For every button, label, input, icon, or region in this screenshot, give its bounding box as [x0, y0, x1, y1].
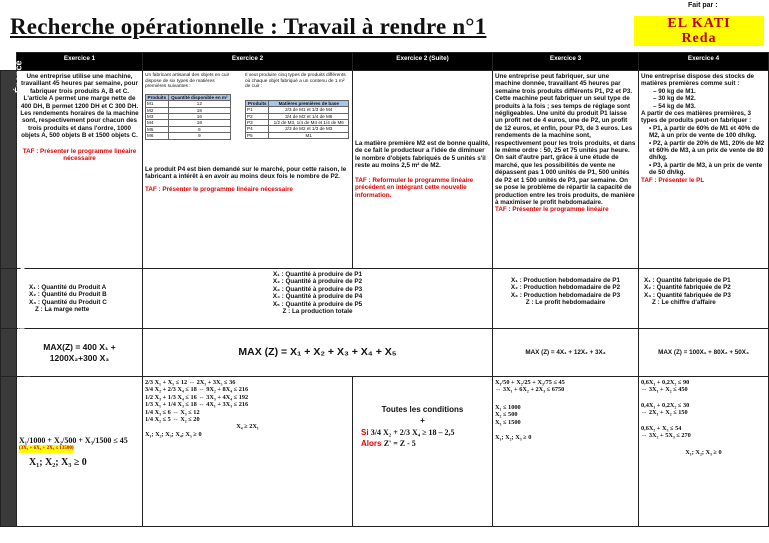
author-name-line2: Reda — [681, 31, 717, 46]
matieres-table — [145, 94, 231, 140]
enonce-ex2-intro-right: Il veut produire cinq types de produits différents où chaque objet fabriqué a un contenu de 1 m² de cuir : — [245, 73, 346, 90]
row-label-variables: Variables — [1, 269, 17, 329]
table-row: P1 2/3 de M1 et 1/3 de M4 — [246, 107, 349, 113]
matieres-header-quantite: Quantité disponible en m² — [168, 94, 230, 100]
list-item: Z : Le chiffre d'affaire — [652, 299, 716, 307]
fonction-ex2: MAX (Z) = X₁ + X₂ + X₃ + X₄ + X₅ — [143, 329, 493, 377]
list-item: 0,4X₁ + 0,2X₂ ≤ 30 — [641, 401, 690, 409]
list-item: X₂ : Production hebdomadaire de P2 — [510, 284, 621, 292]
col-header-ex3: Exercice 3 — [493, 53, 639, 71]
row-variables — [1, 269, 769, 329]
col-header-ex1: Exercice 1 — [17, 53, 143, 71]
list-item: X₃ : Quantité du Produit C — [29, 298, 107, 306]
list-item: ⇔ 2X₁ + X₂ ≤ 150 — [641, 409, 688, 417]
row-enonce — [1, 71, 769, 269]
col-header-ex2: Exercice 2 — [143, 53, 353, 71]
variables-ex1 — [17, 269, 143, 329]
enonce-ex1-text: Une entreprise utilise une machine, travaillant 45 heures par semaine, pour fabriquer trois produits A, B et C. L'article A permet une marge nette de 400 DH, B permet 1200 DH et C 300 DH. Les rendements horaires de la machine sont, respectivement pour chacun des trois produits et dans l'ordre, 1000 objets A, 500 objets B et 1500 objets C. — [20, 73, 139, 140]
enonce-ex2-suite — [353, 71, 493, 269]
enonce-ex1 — [17, 71, 143, 269]
produits-table — [245, 100, 349, 139]
list-item: X₁/50 + X₂/25 + X₃/75 ≤ 45 — [495, 379, 565, 386]
list-item: X₅ : Quantité à produire de P5 — [272, 300, 363, 308]
list-item: X₃ : Quantité fabriquée de P3 — [644, 291, 731, 299]
variables-ex2 — [143, 269, 493, 329]
list-item: X₁ : Quantité du Produit A — [29, 283, 107, 291]
produits-header-matieres: Matières premières de base — [269, 100, 349, 106]
author-badge — [634, 16, 764, 46]
enonce-ex2-suite-text: La matière première M2 est de bonne qualité, de ce fait le producteur a l'idée de diminuer le nombre d'objets fabriqués de 5 unités s'il reste au moins 2,5 m² de M2. — [355, 140, 490, 170]
list-item: Z : La production totale — [282, 308, 353, 316]
enonce-ex3-taf: TAF : Présenter le programme linéaire — [495, 206, 609, 214]
table-row: P5 M1 — [246, 132, 349, 138]
contrainte-ex1-positivity: X₁; X₂; X₃ ≥ 0 — [29, 456, 87, 468]
list-item: 1/2 X₃ + 1/3 X₄ ≤ 16 ⇔ 3X₃ + 4X₄ ≤ 192 — [145, 393, 249, 401]
matieres-header-produits: Produits — [146, 94, 169, 100]
list-item: X₁; X₂; X₃ ≥ 0 — [495, 434, 532, 442]
list-item: – 90 kg de M1. — [653, 87, 696, 95]
enonce-ex2-intro-left: Un fabricant artisanal des objets en cuir dispose de six types de matières premières suivantes : — [145, 73, 230, 90]
list-item: X₁ : Production hebdomadaire de P1 — [511, 277, 620, 284]
list-item: Z : La marge nette — [35, 305, 90, 313]
list-item: – 54 kg de M3. — [653, 102, 696, 110]
list-item: 3/4 X₂ + 2/3 X₄ ≤ 18 ⇔ 9X₂ + 8X₄ ≤ 216 — [145, 386, 249, 394]
author-name-line1: EL KATI — [667, 16, 731, 31]
enonce-ex4-mid: A partir de ces matières premières, 3 types de produits peut-on fabriquer : — [641, 110, 752, 125]
table-row: M2 18 — [146, 107, 231, 113]
enonce-ex2 — [143, 71, 353, 269]
row-label-fonction: Fonction — [1, 329, 17, 377]
list-item: X₃ : Production hebdomadaire de P3 — [510, 291, 621, 299]
contraintes-ex3 — [493, 377, 639, 527]
list-item: – 30 kg de M2. — [653, 95, 696, 103]
list-item: Z : Le profit hebdomadaire — [525, 299, 606, 307]
row-contraintes — [1, 377, 769, 527]
list-item: 1/4 X₂ ≤ 5 ⇔ X₂ ≤ 20 — [145, 416, 200, 424]
list-item: X₂ ≤ 500 — [495, 411, 518, 419]
fonction-ex1: MAX(Z) = 400 X₁ + 1200X₂+300 X₃ — [17, 329, 143, 377]
table-row: P2 3/4 de M2 et 1/4 de M6 — [246, 113, 349, 119]
table-row: P4 2/3 de M2 et 1/3 de M3 — [246, 126, 349, 132]
list-item: • P2, à partir de 20% de M1, 20% de M2 et 60% de M3, à un prix de vente de 80 dh/kg. — [649, 139, 765, 162]
contrainte-ex2s-line1: Toutes les conditions — [381, 405, 464, 414]
col-header-ex4: Exercice 4 — [639, 53, 769, 71]
enonce-ex4-taf: TAF : Présenter le PL — [641, 176, 705, 184]
enonce-ex4-intro: Une entreprise dispose des stocks de matières premières comme suit : — [641, 73, 755, 88]
list-item: 2/3 X₁ + X₅ ≤ 12 ⇔ 2X₁ + 3X₅ ≤ 36 — [145, 379, 236, 386]
enonce-ex2-suite-taf: TAF : Reformuler le programme linéaire précédent en intégrant cette nouvelle information. — [355, 176, 474, 199]
row-fonction — [1, 329, 769, 377]
list-item: 1/3 X₁ + 1/4 X₃ ≤ 18 ⇔ 4X₁ + 3X₃ ≤ 216 — [145, 401, 249, 409]
table-row: M6 9 — [146, 133, 231, 139]
list-item: X₁ : Quantité fabriquée de P1 — [644, 277, 731, 284]
exercise-grid — [0, 52, 769, 527]
produits-header-produits: Produits — [246, 100, 269, 106]
list-item: • P3, à partir de M3, à un prix de vente de 50 dh/kg. — [649, 161, 763, 177]
table-row: P3 1/2 de M3, 1/4 de M4 et 1/4 de M6 — [246, 120, 349, 126]
table-row: M3 16 — [146, 114, 231, 120]
contraintes-ex2-suite — [353, 377, 493, 527]
row-label-contraintes: Contraintes — [1, 377, 17, 527]
list-item: 0,6X₂ + X₃ ≤ 54 — [641, 424, 682, 432]
enonce-ex2-taf: TAF : Présenter le programme linéaire nécessaire — [145, 186, 293, 194]
list-item: X₁; X₂; X₃ ≥ 0 — [685, 449, 722, 457]
variables-ex4 — [639, 269, 769, 329]
list-item: X₃ ≤ 1500 — [495, 418, 521, 426]
document-title: Recherche opérationnelle : Travail à rendre n°1 — [10, 14, 487, 39]
contrainte-ex2s-condition: Si 3/4 X₂ + 2/3 X₄ ≥ 18 – 2,5 — [361, 428, 455, 437]
enonce-ex2-text: Le produit P4 est bien demandé sur le marché, pour cette raison, le fabricant a intérêt à en avoir au moins deux fois le nombre de P2. — [145, 165, 347, 181]
enonce-ex3 — [493, 71, 639, 269]
list-item: X₃ : Quantité à produire de P3 — [272, 285, 363, 293]
contrainte-ex1-simplified: (3X₁ + 6X₂ + 2X₃ ≤ 13500) — [19, 446, 74, 452]
list-item: X₂ : Quantité du Produit B — [29, 291, 107, 299]
list-item: 1/4 X₃ ≤ 6 ⇔ X₃ ≤ 12 — [145, 408, 200, 416]
list-item: ⇔ 3X₁ + 6X₂ + 2X₃ ≤ 6750 — [495, 386, 565, 394]
list-item: X₁ : Quantité à produire de P1 — [272, 271, 363, 278]
variables-ex3 — [493, 269, 639, 329]
list-item: X₄ : Quantité à produire de P4 — [272, 293, 363, 301]
list-item: X₂ : Quantité à produire de P2 — [272, 278, 363, 286]
contrainte-ex2s-result: Alors Z' = Z - 5 — [361, 439, 416, 448]
contraintes-ex2 — [143, 377, 353, 527]
enonce-ex4 — [639, 71, 769, 269]
list-item: X₁ ≤ 1000 — [495, 403, 521, 411]
col-header-ex2-suite: Exercice 2 (Suite) — [353, 53, 493, 71]
list-item: X₂ : Quantité fabriquée de P2 — [644, 284, 731, 292]
contraintes-ex4 — [639, 377, 769, 527]
list-item: X₁; X₂; X₃; X₄; X₅ ≥ 0 — [145, 430, 202, 438]
header-row — [1, 53, 769, 71]
enonce-ex1-taf: TAF : Présenter le programme linéaire nécessaire — [22, 147, 137, 163]
list-item: X₄ ≥ 2X₁ — [236, 423, 259, 431]
list-item: • P1, à partir de 60% de M1 et 40% de M2, à un prix de vente de 100 dh/kg. — [649, 124, 760, 140]
enonce-ex3-text: Une entreprise peut fabriquer, sur une machine donnée, travaillant 45 heures par semaine trois produits différents P1, P2 et P3. Cette machine peut fabriquer un seul type de produits à la fois ; ses temps de réglage sont négligeables. Une unité du produit P1 laisse un profit net de 4 euros, une de P2, un profit de 12 euros, et enfin, pour P3, de 3 euros. Les rendements de la machine sont, respectivement pour les trois produits, et dans le même ordre : 50, 25 et 75 unités par heure. On sait d'autre part, grâce à une étude de marché, que les possibilités de vente ne dépassent pas 1 000 unités de P1, 500 unités de P2 et 1 500 unités de P3, par semaine. On se pose le problème de répartir la capacité de production entre les trois produits, de manière à maximiser le profit hebdomadaire. — [495, 73, 636, 206]
list-item: ⇔ 3X₁ + X₂ ≤ 450 — [641, 386, 688, 394]
fonction-ex4: MAX (Z) = 100X₁ + 80X₂ + 50X₃ — [639, 329, 769, 377]
table-row: M4 18 — [146, 120, 231, 126]
contrainte-ex2s-plus: + — [420, 416, 425, 425]
fonction-ex3: MAX (Z) = 4X₁ + 12X₂ + 3X₃ — [493, 329, 639, 377]
contrainte-ex1-main: X₁/1000 + X₂/500 + X₃/1500 ≤ 45 — [19, 435, 128, 445]
row-label-enonce: Énoncé — [1, 71, 17, 269]
contraintes-ex1 — [17, 377, 143, 527]
table-row: M5 6 — [146, 126, 231, 132]
list-item: 0,6X₁ + 0,2X₂ ≤ 90 — [641, 379, 690, 386]
table-row: M1 12 — [146, 101, 231, 107]
list-item: ⇔ 3X₂ + 5X₃ ≤ 270 — [641, 432, 691, 440]
fait-par-label: Fait par : — [688, 2, 718, 9]
